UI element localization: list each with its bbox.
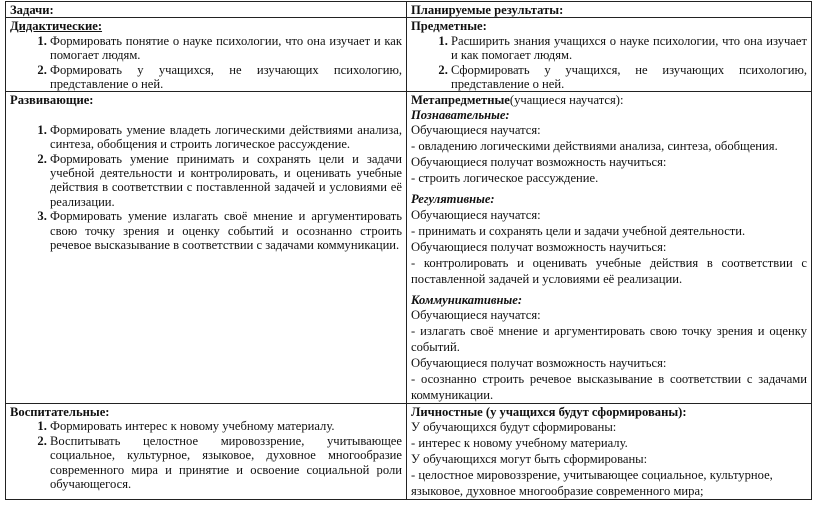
cognitive-chance-item: - строить логическое рассуждение.	[411, 171, 599, 186]
cognitive-chance: Обучающиеся получат возможность научиться:	[411, 155, 667, 170]
didactic-title: Дидактические:	[10, 19, 103, 34]
list-item: 2. Формировать умение принимать и сохранять цели и задачи учебной деятельности и контролировать, и оценивать учебные действия в соответствии с поставленной задачей и условиями её реализации.	[50, 152, 402, 210]
communicative-learn: Обучающиеся научатся:	[411, 308, 541, 323]
table-header-row	[6, 2, 812, 18]
metasubject-title-rest: (учащиеся научатся):	[509, 93, 624, 108]
educational-title: Воспитательные:	[10, 405, 110, 420]
metasubject-results-cell	[407, 92, 812, 404]
communicative-title: Коммуникативные:	[411, 292, 523, 307]
regulative-chance-item: - контролировать и оценивать учебные действия в соответствии с поставленной задачей и условиями её реализации.	[411, 255, 807, 286]
list-item: 2. Воспитывать целостное мировоззрение, учитывающее социальное, культурное, языковое, духовное многообразие современного мира и принятие и освоение социальной роли обучающегося.	[50, 434, 402, 492]
personal-line: У обучающихся будут сформированы:	[411, 420, 617, 435]
metasubject-title	[411, 93, 807, 107]
list-item: 3. Формировать умение излагать своё мнение и аргументировать свою точку зрения и оценку событий и осознанно строить речевое высказывание в соответствии с задачами коммуникации.	[50, 209, 402, 252]
header-tasks: Задачи:	[6, 2, 407, 18]
list-item: 2. Сформировать у учащихся, не изучающих психологию, представление о ней.	[451, 63, 807, 92]
communicative-learn-item: - излагать своё мнение и аргументировать свою точку зрения и оценку событий.	[411, 324, 807, 355]
header-results: Планируемые результаты:	[407, 2, 812, 18]
didactic-tasks-cell	[6, 18, 407, 92]
table-row-didactic	[6, 18, 812, 92]
personal-title: Личностные (у учащихся будут сформированы):	[411, 405, 687, 420]
personal-line: - интерес к новому учебному материалу.	[411, 436, 628, 451]
subject-title: Предметные:	[411, 19, 487, 34]
subject-list	[411, 34, 807, 92]
personal-results-cell	[407, 404, 812, 500]
regulative-learn: Обучающиеся научатся:	[411, 207, 541, 222]
regulative-learn-item: - принимать и сохранять цели и задачи учебной деятельности.	[411, 223, 746, 238]
personal-line: У обучающихся могут быть сформированы:	[411, 452, 648, 467]
developing-list	[10, 123, 402, 253]
metasubject-title-bold: Метапредметные	[411, 93, 510, 108]
cognitive-title: Познавательные:	[411, 107, 510, 122]
educational-tasks-cell	[6, 404, 407, 500]
regulative-title: Регулятивные:	[411, 192, 495, 207]
tasks-results-table	[5, 1, 812, 500]
regulative-chance: Обучающиеся получат возможность научиться:	[411, 239, 667, 254]
personal-line: - целостное мировоззрение, учитывающее социальное, культурное,	[411, 468, 773, 483]
didactic-list	[10, 34, 402, 92]
developing-title: Развивающие:	[10, 93, 94, 108]
list-item: 1. Формировать умение владеть логическими действиями анализа, синтеза, обобщения и строить логическое рассуждение.	[50, 123, 402, 152]
list-item: 1. Расширить знания учащихся о науке психологии, что она изучает и как помогает людям.	[451, 34, 807, 63]
list-item: 1. Формировать интерес к новому учебному материалу.	[50, 419, 402, 433]
list-item: 2. Формировать у учащихся, не изучающих психологию, представление о ней.	[50, 63, 402, 92]
educational-list	[10, 419, 402, 491]
list-item: 1. Формировать понятие о науке психологии, что она изучает и как помогает людям.	[50, 34, 402, 63]
cognitive-learn-item: - овладению логическими действиями анализа, синтеза, обобщения.	[411, 139, 778, 154]
subject-results-cell	[407, 18, 812, 92]
developing-tasks-cell	[6, 92, 407, 404]
communicative-chance: Обучающиеся получат возможность научиться:	[411, 356, 667, 371]
table-row-developing	[6, 92, 812, 404]
communicative-chance-item: - осознанно строить речевое высказывание в соответствии с задачами коммуникации.	[411, 372, 807, 403]
table-row-educational	[6, 404, 812, 500]
cognitive-learn: Обучающиеся научатся:	[411, 123, 541, 138]
personal-line: языковое, духовное многообразие современного мира;	[411, 484, 704, 499]
